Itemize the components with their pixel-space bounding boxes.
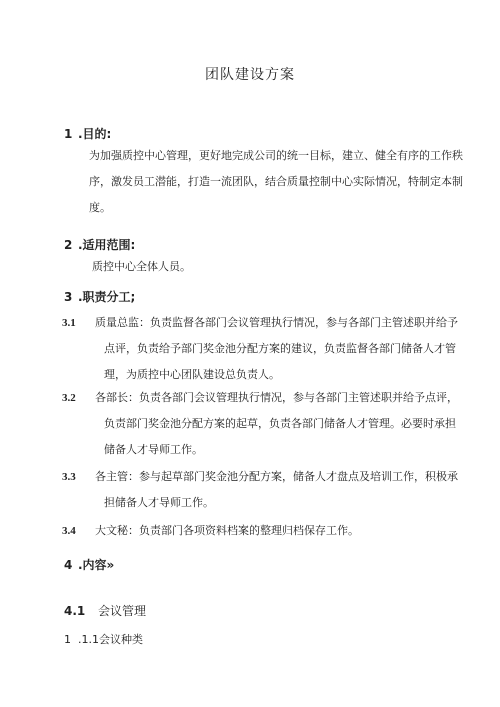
duty-line: 储备人才导师工作。 bbox=[104, 443, 203, 456]
section-2-number: 2 bbox=[64, 238, 73, 252]
section-4-number: 4 bbox=[64, 558, 73, 572]
duty-line: 负责部门奖金池分配方案的起草，负责各部门储备人才管理。必要时承担 bbox=[104, 417, 456, 430]
section-4-title: .内容» bbox=[78, 558, 115, 572]
duty-number: 3.1 bbox=[62, 317, 76, 329]
duty-line: 各部长：负责各部门会议管理执行情况，参与各部门主管述职并给予点评， bbox=[95, 391, 458, 404]
duty-number: 3.2 bbox=[62, 392, 76, 404]
duty-line: 质量总监：负责监督各部门会议管理执行情况，参与各部门主管述职并给予 bbox=[95, 316, 458, 329]
duty-line: 担储备人才导师工作。 bbox=[104, 496, 214, 509]
duty-number: 3.4 bbox=[62, 525, 76, 537]
section-1-paragraph bbox=[89, 143, 463, 221]
duty-item-3-4 bbox=[62, 518, 359, 544]
section-2-title: .适用范围: bbox=[78, 238, 136, 252]
duty-line: 各主管：参与起草部门奖金池分配方案，储备人才盘点及培训工作，积极承 bbox=[95, 470, 458, 483]
subsection-title: 会议管理 bbox=[98, 604, 147, 618]
duty-line: 理，为质控中心团队建设总负责人。 bbox=[104, 368, 280, 381]
section-1-line: 为加强质控中心管理，更好地完成公司的统一目标，建立、健全有序的工作秩 bbox=[89, 149, 463, 162]
subsection-number: 4.1 bbox=[64, 604, 86, 618]
section-1-line: 度。 bbox=[89, 201, 111, 214]
duty-line: 点评，负责给予部门奖金池分配方案的建议，负责监督各部门储备人才管 bbox=[104, 342, 456, 355]
section-4-heading bbox=[64, 556, 114, 573]
section-1-title: .目的: bbox=[78, 127, 112, 141]
section-1-number: 1 bbox=[64, 127, 73, 141]
section-3-number: 3 bbox=[64, 290, 73, 304]
subsubsection-title: .1.1会议种类 bbox=[78, 633, 143, 646]
duty-number: 3.3 bbox=[62, 471, 76, 483]
duty-line: 大文秘：负责部门各项资料档案的整理归档保存工作。 bbox=[95, 524, 359, 537]
section-1-heading bbox=[64, 125, 111, 142]
section-3-title: .职责分工; bbox=[78, 290, 136, 304]
document-title: 团队建设方案 bbox=[205, 67, 295, 83]
section-3-heading bbox=[64, 288, 135, 305]
duty-item-3-1 bbox=[62, 310, 458, 336]
subsection-4-1-heading bbox=[64, 602, 146, 619]
duty-item-3-2 bbox=[62, 385, 458, 411]
section-1-line: 序，激发员工潜能，打造一流团队，结合质量控制中心实际情况，特制定本制 bbox=[89, 175, 463, 188]
subsection-4-1-1-heading bbox=[64, 631, 143, 647]
duty-item-3-3 bbox=[62, 464, 458, 490]
subsubsection-number: 1 bbox=[64, 633, 71, 646]
section-2-text: 质控中心全体人员。 bbox=[92, 260, 191, 273]
section-2-heading bbox=[64, 236, 135, 253]
